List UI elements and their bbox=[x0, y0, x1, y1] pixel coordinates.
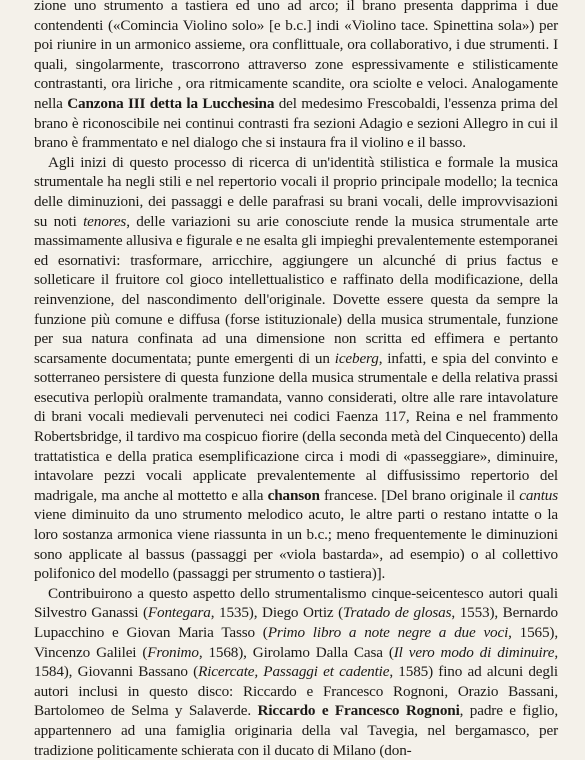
italic-text: Primo libro a note negre a due voci bbox=[267, 624, 509, 641]
paragraph-2 bbox=[34, 153, 558, 584]
text-run: Agli inizi di questo processo di ricerca di un'identità stilistica e formale la musica strumentale ha negli stili e nel repertorio vocali il proprio principale modello; la tecnica delle diminuzioni, dei passaggi e delle parafrasi su brani vocali, delle improvvisazioni su noti bbox=[34, 153, 558, 230]
text-run: Contribuirono a questo aspetto dello strumentalismo cinque-seicentesco autori quali Silvestro Ganassi ( bbox=[34, 584, 558, 622]
text-run: zione uno strumento a tastiera ed uno ad arco; il brano presenta dapprima i due contendenti («Comincia Violino solo» [e b.c.] indi «Violino tace. Spinettina sola») per poi riunire in un armonico assieme, ora conflittuale, ora collaborativo, i due strumenti. I quali, singolarmente, trascorrono attraverso zone espressivamente e stilisticamente contrastanti, ora liriche , ora ritmicamente scandite, ora sciolte e veloci. Analogamente nella bbox=[34, 0, 558, 112]
italic-text: Ricercate, Passaggi et cadentie bbox=[198, 663, 390, 681]
italic-text: Tratado de glosas bbox=[343, 604, 452, 622]
italic-text: cantus bbox=[519, 486, 558, 504]
paragraph-3 bbox=[34, 584, 558, 760]
italic-text: Fontegara bbox=[147, 604, 211, 622]
text-run: , 1568), Girolamo Dalla Casa ( bbox=[198, 643, 394, 661]
bold-text: chanson bbox=[267, 486, 320, 504]
bold-text: Canzona III detta la Lucchesina bbox=[67, 94, 275, 112]
text-run: , infatti, e spia del convinto e sotterraneo persistere di questa funzione della musica strumentale e della relativa prassi esecutiva perlopiù oralmente tramandata, vanno considerati, oltre alle rare intavolature di brani vocali medievali pervenuteci nei codici Faenza 117, Reina e nel frammento Robertsbridge, il tardivo ma cospicuo fiorire (della seconda metà del Cinquecento) della trattatistica e della pratica esemplificazione circa i modi di «passeggiare», diminuire, intavolare pezzi vocali applicate prevalentemente al diffusissimo repertorio del madrigale, ma anche al mottetto e alla bbox=[34, 349, 558, 504]
paragraph-1 bbox=[34, 0, 558, 153]
text-run: , delle variazioni su arie conosciute rende la musica strumentale arte massimamente allusiva e figurale e ne esalta gli impieghi prevalentemente estemporanei ed esornativi: trasformare, arricchire, aggiungere un alcunché di prius factus e solleticare il fruitore col gioco intellettualistico e raffinato della modificazione, della reinvenzione, del nascondimento dell'originale. Dovette essere questa da sempre la funzione più comune e diffusa (forse istituzionale) della musica strumentale, funzione per sua natura confinata ad una dimensione non scritta ed effimera e pertanto scarsamente documentata; punte emergenti di un bbox=[34, 212, 559, 367]
text-run: , padre e figlio, appartennero ad una famiglia originaria della val Tavegia, nel bergamasco, per tradizione politicamente schierata con il ducato di Milano (don- bbox=[34, 702, 559, 759]
text-run: francese. [Del brano originale il bbox=[319, 486, 520, 504]
italic-text: Fronimo bbox=[147, 643, 199, 661]
text-run: , 1565), Vincenzo Galilei ( bbox=[34, 624, 558, 661]
italic-text: tenores bbox=[83, 212, 127, 230]
text-run: viene diminuito da uno strumento melodico acuto, le altre parti o restano intatte o la loro sostanza armonica viene riassunta in un b.c.; meno frequentemente le diminuzioni sono applicate al bassus (passaggi per «viola bastarda», ad esempio) o al collettivo polifonico del modello (passaggi per strumento o tastiera)]. bbox=[34, 506, 558, 583]
bold-text: Riccardo e Francesco Rognoni bbox=[257, 702, 460, 720]
italic-text: Il vero modo di diminuire bbox=[393, 643, 555, 661]
italic-text: iceberg bbox=[334, 349, 379, 367]
text-run: del medesimo Frescobaldi, l'essenza prima del brano è riconoscibile nei continui contrasti fra sezioni Adagio e sezioni Allegro in cui il brano è frammentato e nel dialogo che si instaura fra il violino e il basso. bbox=[34, 94, 558, 152]
text-run: , 1584), Giovanni Bassano ( bbox=[34, 643, 558, 681]
text-run: , 1585) fino ad alcuni degli autori inclusi in questo disco: Riccardo e Francesco Rognoni, Orazio Bassani, Bartolomeo de Selma y Salaverde. bbox=[34, 663, 558, 720]
text-run: , 1553), Bernardo Lupacchino e Giovan Maria Tasso ( bbox=[34, 604, 558, 641]
text-run: , 1535), Diego Ortiz ( bbox=[210, 604, 344, 622]
